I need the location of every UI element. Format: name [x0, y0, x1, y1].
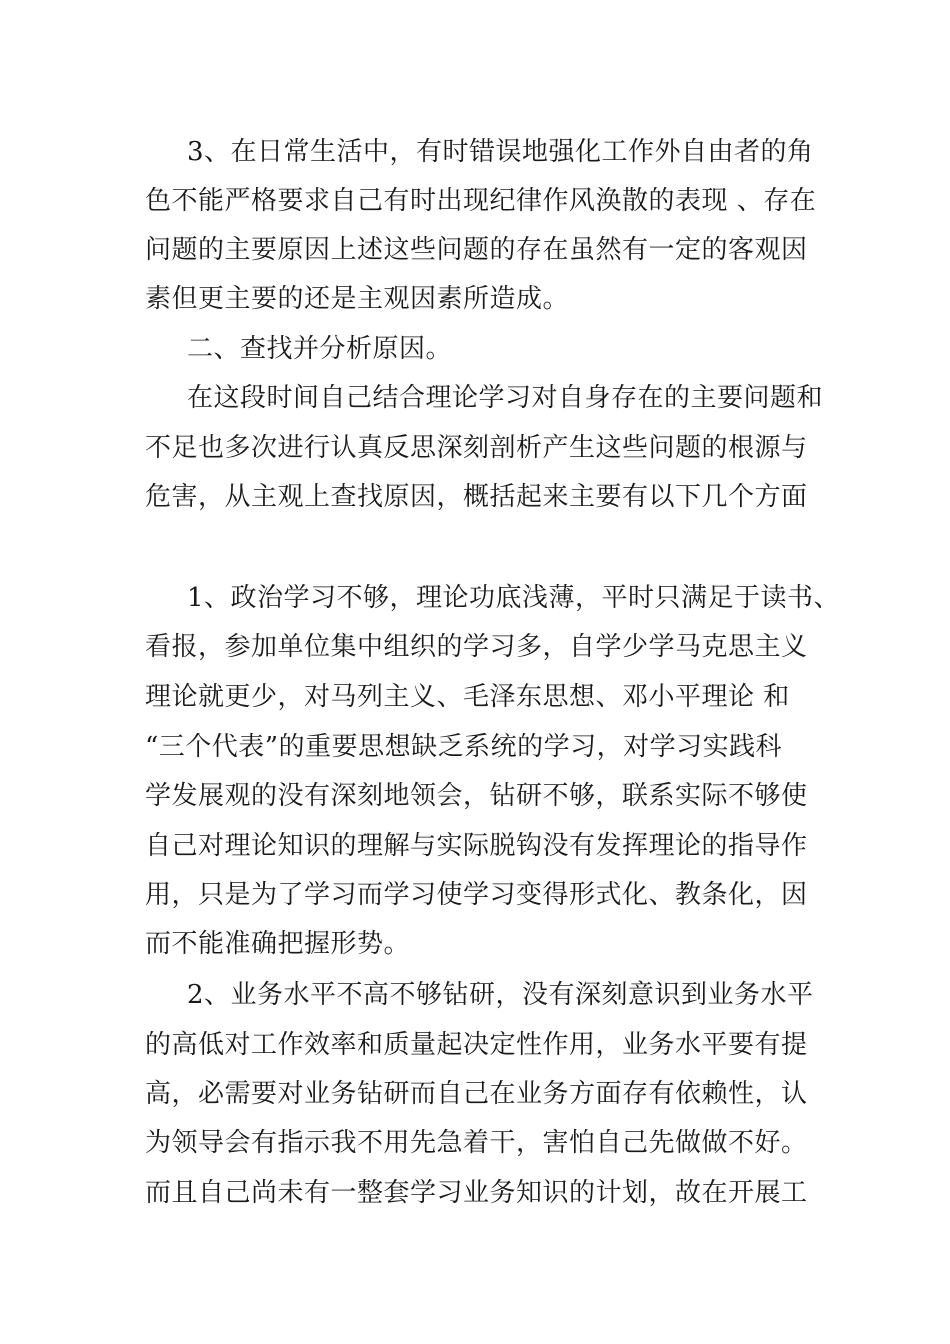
paragraph-line: 不足也多次进行认真反思深刻剖析产生这些问题的根源与 — [145, 433, 808, 463]
paragraph-line: “三个代表”的重要思想缺乏系统的学习，对学习实践科 — [145, 732, 783, 762]
paragraph-line: 为领导会有指示我不用先急着干，害怕自己先做做不好。 — [145, 1128, 808, 1158]
section-heading: 二、查找并分析原因。 — [187, 334, 453, 364]
paragraph-line: 危害，从主观上查找原因，概括起来主要有以下几个方面 — [145, 482, 808, 512]
paragraph-line: 问题的主要原因上述这些问题的存在虽然有一定的客观因 — [145, 235, 808, 265]
paragraph-line: 而且自己尚未有一整套学习业务知识的计划，故在开展工 — [145, 1178, 808, 1208]
paragraph-line: 看报，参加单位集中组织的学习多，自学少学马克思主义 — [145, 632, 808, 662]
paragraph-line: 1、政治学习不够，理论功底浅薄，平时只满足于读书、 — [187, 583, 841, 613]
paragraph-line: 3、在日常生活中，有时错误地强化工作外自由者的角 — [187, 137, 814, 167]
paragraph-line: 自己对理论知识的理解与实际脱钩没有发挥理论的指导作 — [145, 831, 808, 861]
paragraph-line: 2、业务水平不高不够钻研，没有深刻意识到业务水平 — [187, 980, 814, 1010]
paragraph-line: 素但更主要的还是主观因素所造成。 — [145, 284, 570, 314]
paragraph-line: 的高低对工作效率和质量起决定性作用，业务水平要有提 — [145, 1030, 808, 1060]
paragraph-line: 学发展观的没有深刻地领会，钻研不够，联系实际不够使 — [145, 781, 808, 811]
paragraph-line: 色不能严格要求自己有时出现纪律作风涣散的表现 、存在 — [145, 186, 817, 216]
paragraph-line: 高，必需要对业务钻研而自己在业务方面存有依赖性，认 — [145, 1079, 808, 1109]
paragraph-line: 用，只是为了学习而学习使学习变得形式化、教条化，因 — [145, 880, 808, 910]
paragraph-line: 在这段时间自己结合理论学习对自身存在的主要问题和 — [187, 383, 824, 413]
paragraph-line: 理论就更少，对马列主义、毛泽东思想、邓小平理论 和 — [145, 682, 790, 712]
paragraph-line: 而不能准确把握形势。 — [145, 929, 411, 959]
